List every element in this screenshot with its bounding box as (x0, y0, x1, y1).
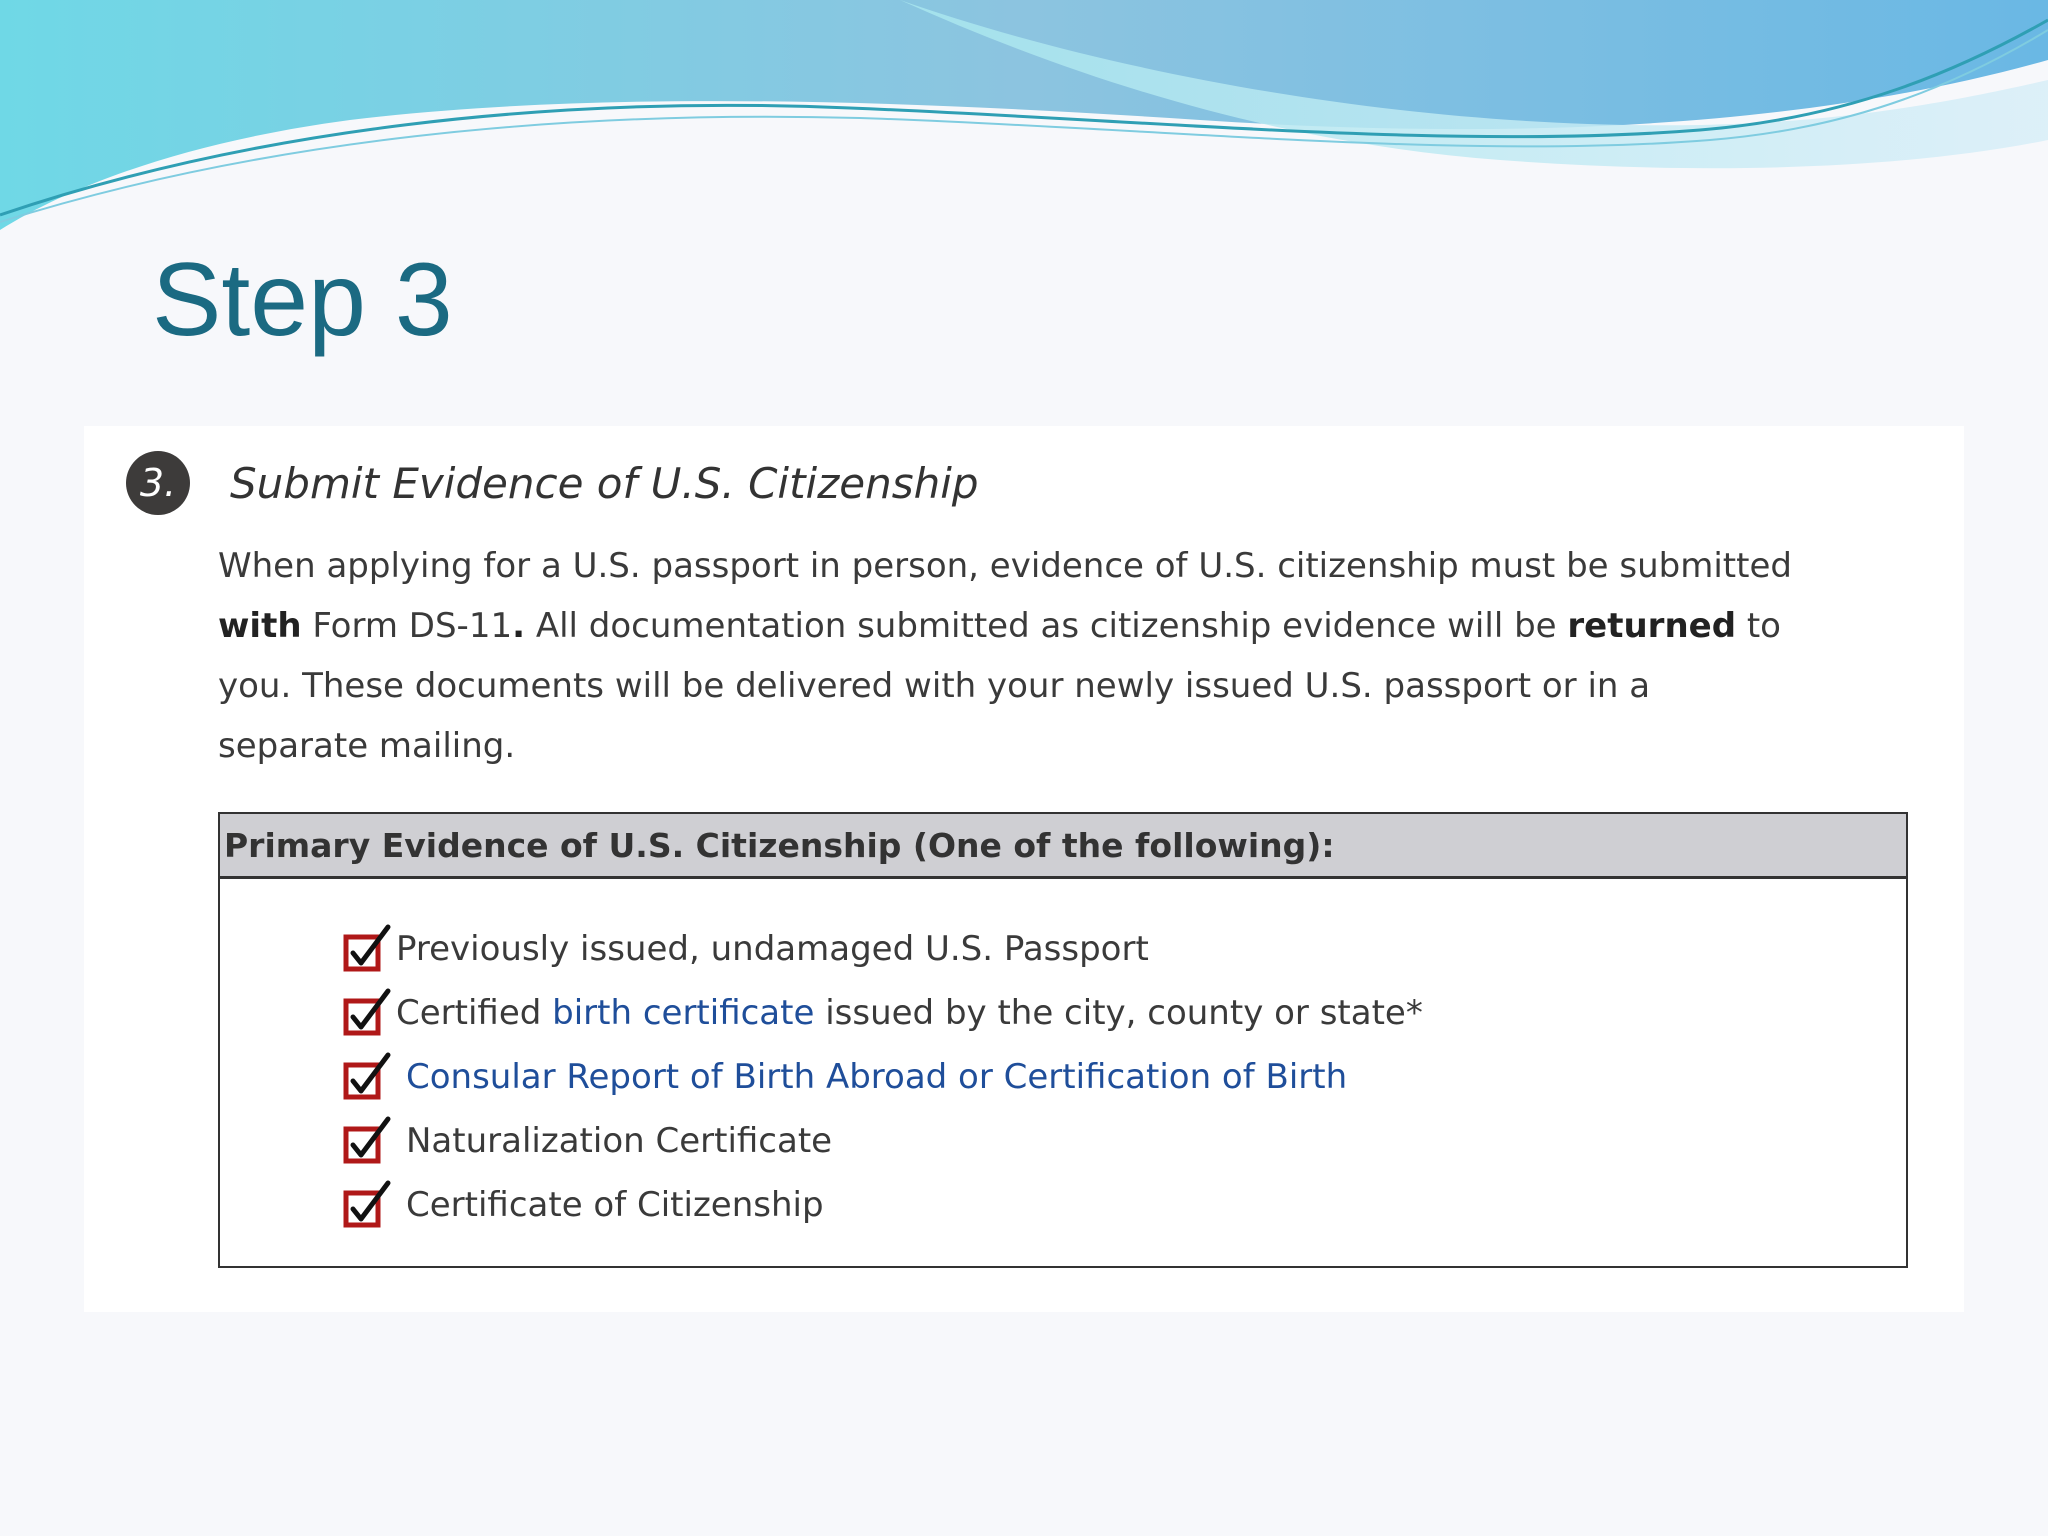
intro-text: Form DS-11 (301, 606, 513, 646)
evidence-item-text: issued by the city, county or state* (814, 993, 1423, 1033)
intro-bold-with: with (218, 606, 302, 646)
checked-checkbox-icon (342, 923, 392, 975)
evidence-item-citizenship (342, 1173, 1906, 1237)
intro-text: When applying for a U.S. passport in person, evidence of U.S. citizenship must be submitted (218, 546, 1792, 586)
primary-evidence-box (218, 812, 1908, 1268)
step-number-badge: 3. (126, 451, 190, 515)
evidence-item-birth-certificate (342, 981, 1906, 1045)
evidence-item-label: Previously issued, undamaged U.S. Passport (396, 929, 1149, 969)
evidence-item-label (396, 993, 1423, 1033)
evidence-item-text: Certified (396, 993, 553, 1033)
primary-evidence-header: Primary Evidence of U.S. Citizenship (One of the following): (220, 814, 1906, 879)
evidence-item-label: Naturalization Certificate (406, 1121, 833, 1161)
evidence-item-consular-report (342, 1045, 1906, 1109)
intro-paragraph (218, 536, 1798, 776)
intro-bold-returned: returned (1567, 606, 1737, 646)
passport-instructions-panel (84, 426, 1964, 1312)
consular-report-link[interactable]: Consular Report of Birth Abroad or Certification of Birth (406, 1057, 1348, 1097)
decorative-waves (0, 0, 2048, 260)
slide-title: Step 3 (152, 242, 453, 358)
birth-certificate-link[interactable]: birth certificate (552, 993, 815, 1033)
checked-checkbox-icon (342, 1179, 392, 1231)
step-header (126, 448, 979, 518)
intro-text: All documentation submitted as citizenship evidence will be (525, 606, 1568, 646)
checked-checkbox-icon (342, 987, 392, 1039)
step-heading: Submit Evidence of U.S. Citizenship (230, 458, 979, 508)
intro-text: to you. These documents will be delivered with your newly issued U.S. passport or in a separate mailing. (218, 606, 1781, 766)
evidence-item-label: Certificate of Citizenship (406, 1185, 824, 1225)
primary-evidence-list (220, 879, 1906, 1237)
checked-checkbox-icon (342, 1051, 392, 1103)
checked-checkbox-icon (342, 1115, 392, 1167)
evidence-item-passport (342, 917, 1906, 981)
intro-bold-period: . (512, 606, 526, 646)
evidence-item-naturalization (342, 1109, 1906, 1173)
